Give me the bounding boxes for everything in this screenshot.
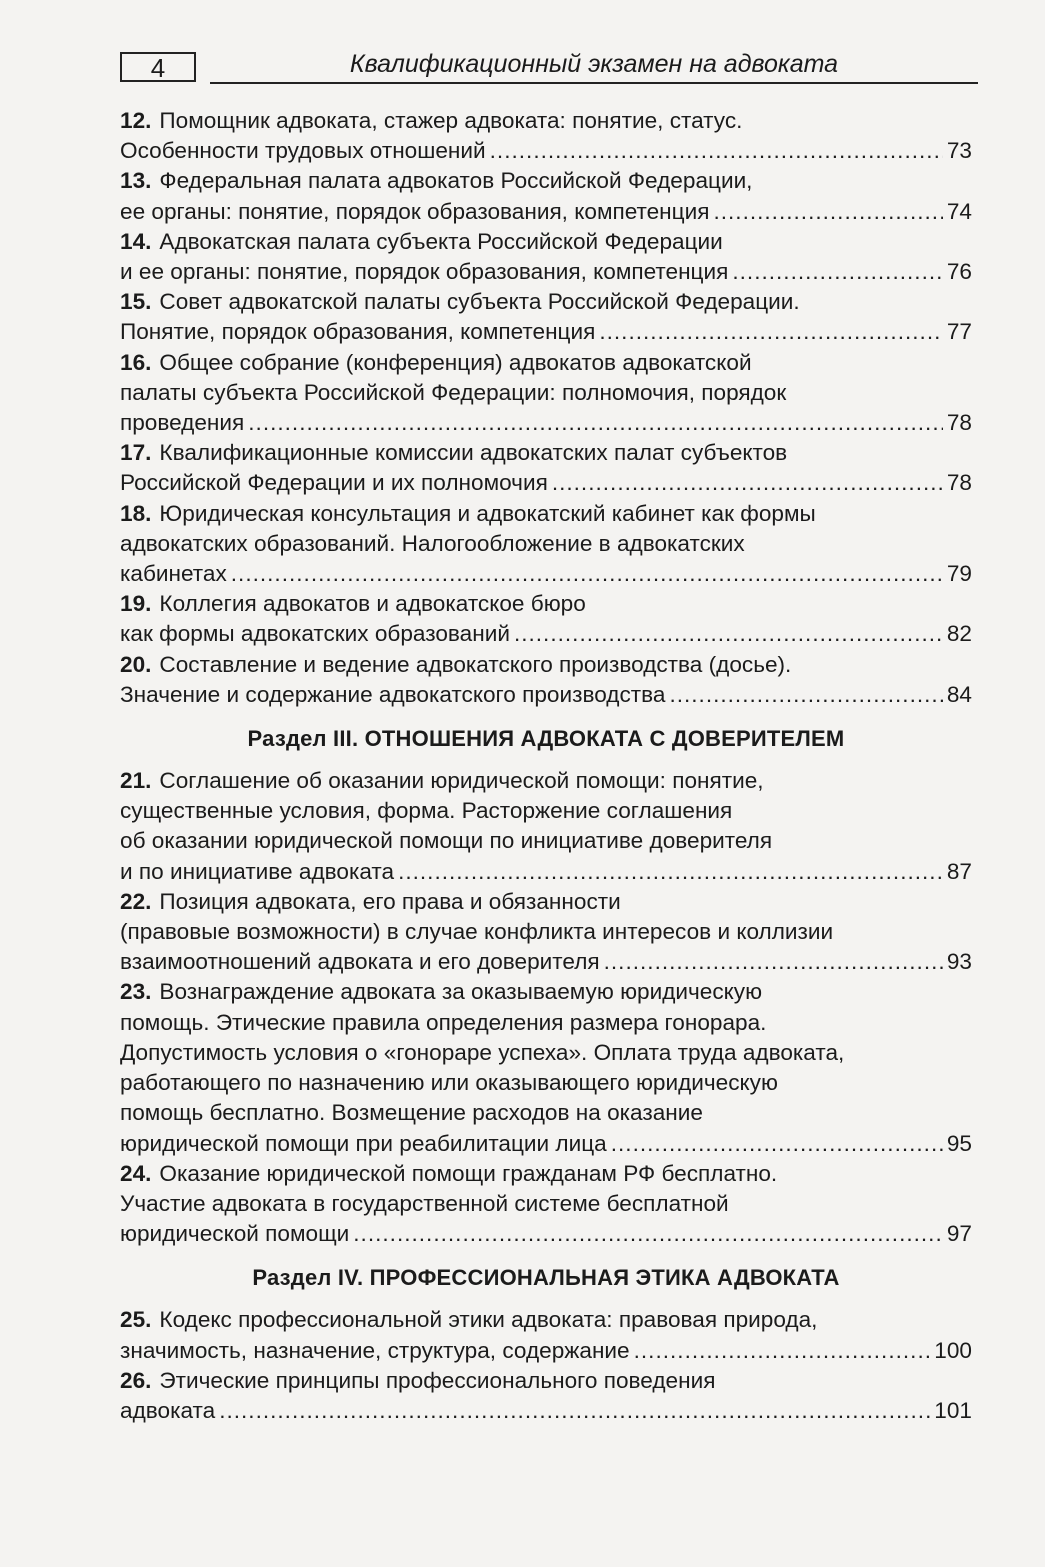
toc-entry-number: 24.: [120, 1160, 152, 1186]
toc-entry-text: Этические принципы профессионального поведения: [159, 1367, 716, 1393]
dot-leader: [353, 1219, 943, 1249]
toc-entry-text: ее органы: понятие, порядок образования, компетенция: [120, 198, 710, 224]
toc-entry[interactable]: [120, 1305, 972, 1365]
toc-entry-text: Значение и содержание адвокатского производства: [120, 681, 666, 707]
toc-entry-text: юридической помощи: [120, 1221, 350, 1247]
toc-entry-text: Особенности трудовых отношений: [120, 138, 486, 164]
toc-entry-number: 13.: [120, 168, 152, 194]
toc-entry-text: Оказание юридической помощи гражданам РФ бесплатно.: [159, 1160, 778, 1186]
toc-page-number: 101: [934, 1397, 972, 1423]
toc-entry-text: Юридическая консультация и адвокатский кабинет как формы: [159, 500, 816, 526]
toc-page-number: 74: [946, 198, 972, 224]
toc-entry-number: 25.: [120, 1307, 152, 1333]
dot-leader: [604, 947, 943, 977]
toc-entry-text: Помощник адвоката, стажер адвоката: понятие, статус.: [159, 108, 743, 133]
toc-entry-text: Коллегия адвокатов и адвокатское бюро: [159, 591, 586, 617]
toc-page-number: 95: [946, 1130, 972, 1156]
toc-entry-text: Вознаграждение адвоката за оказываемую юридическую: [159, 979, 763, 1005]
toc-entry[interactable]: [120, 499, 972, 590]
toc-page-number: 78: [946, 470, 972, 496]
toc-entry[interactable]: [120, 650, 972, 710]
toc-entry-text: помощь бесплатно. Возмещение расходов на оказание: [120, 1100, 703, 1126]
toc-entry[interactable]: [120, 1159, 972, 1250]
toc-entry-text: Общее собрание (конференция) адвокатов адвокатской: [159, 349, 752, 375]
dot-leader: [490, 136, 943, 166]
toc-page-number: 78: [946, 410, 972, 436]
dot-leader: [611, 1129, 943, 1159]
toc-entry-text: Соглашение об оказании юридической помощи: понятие,: [159, 768, 764, 794]
toc-entry-text: Кодекс профессиональной этики адвоката: правовая природа,: [159, 1307, 818, 1333]
toc-entry-number: 21.: [120, 768, 152, 794]
toc-entry-number: 12.: [120, 108, 152, 133]
toc-entry-text: юридической помощи при реабилитации лица: [120, 1130, 607, 1156]
toc-entry-text: адвоката: [120, 1397, 216, 1423]
toc-entry-text: Адвокатская палата субъекта Российской Федерации: [159, 228, 723, 254]
toc-entry-number: 18.: [120, 500, 152, 526]
toc-entry-text: Допустимость условия о «гонораре успеха». Оплата труда адвоката,: [120, 1039, 845, 1065]
toc-entry-text: взаимоотношений адвоката и его доверителя: [120, 949, 600, 975]
toc-entry-text: Российской Федерации и их полномочия: [120, 470, 548, 496]
toc-entry-text: адвокатских образований. Налогообложение в адвокатских: [120, 530, 745, 556]
toc-entry-number: 15.: [120, 289, 152, 315]
toc-entry-number: 23.: [120, 979, 152, 1005]
toc-entry-number: 22.: [120, 888, 152, 914]
toc-entry-text: Позиция адвоката, его права и обязанности: [159, 888, 621, 914]
toc-entry-text: Совет адвокатской палаты субъекта Российской Федерации.: [159, 289, 800, 315]
toc-entry[interactable]: [120, 887, 972, 978]
toc-page-number: 82: [946, 621, 972, 647]
toc-entry-text: Понятие, порядок образования, компетенция: [120, 319, 596, 345]
dot-leader: [732, 257, 943, 287]
toc-entry-text: об оказании юридической помощи по инициативе доверителя: [120, 828, 773, 854]
toc-entry-number: 16.: [120, 349, 152, 375]
section-heading: Раздел III. ОТНОШЕНИЯ АДВОКАТА С ДОВЕРИТЕЛЕМ: [247, 726, 845, 752]
toc-entry-text: (правовые возможности) в случае конфликта интересов и коллизии: [120, 919, 834, 945]
table-of-contents: [120, 106, 972, 1426]
dot-leader: [599, 317, 943, 347]
toc-page-number: 79: [946, 561, 972, 587]
toc-entry-number: 17.: [120, 440, 152, 466]
toc-page-number: 84: [946, 681, 972, 707]
toc-entry-text: проведения: [120, 410, 245, 436]
toc-page-number: 100: [934, 1337, 972, 1363]
toc-entry[interactable]: [120, 1366, 972, 1426]
toc-entry[interactable]: [120, 766, 972, 887]
dot-leader: [514, 619, 943, 649]
section-heading: Раздел IV. ПРОФЕССИОНАЛЬНАЯ ЭТИКА АДВОКАТА: [252, 1265, 840, 1291]
toc-entry[interactable]: [120, 227, 972, 287]
dot-leader: [634, 1336, 931, 1366]
toc-page-number: 77: [946, 319, 972, 345]
dot-leader: [248, 408, 943, 438]
toc-entry-text: как формы адвокатских образований: [120, 621, 510, 647]
toc-entry[interactable]: [120, 106, 972, 166]
toc-entry-text: значимость, назначение, структура, содержание: [120, 1337, 630, 1363]
toc-entry[interactable]: [120, 589, 972, 649]
toc-page-number: 93: [946, 949, 972, 975]
toc-page-number: 87: [946, 858, 972, 884]
toc-entry[interactable]: [120, 348, 972, 439]
page-number: 4: [120, 52, 196, 82]
toc-page-number: 76: [946, 259, 972, 285]
toc-entry-number: 26.: [120, 1367, 152, 1393]
toc-entry-text: Федеральная палата адвокатов Российской Федерации,: [159, 168, 753, 194]
running-title: Квалификационный экзамен на адвоката: [210, 48, 978, 84]
page-header: [120, 48, 978, 86]
toc-entry-text: помощь. Этические правила определения размера гонорара.: [120, 1009, 767, 1035]
toc-entry-text: и ее органы: понятие, порядок образования, компетенция: [120, 259, 729, 285]
toc-entry-text: работающего по назначению или оказывающего юридическую: [120, 1070, 778, 1096]
toc-entry-text: существенные условия, форма. Расторжение соглашения: [120, 798, 733, 824]
toc-entry-text: палаты субъекта Российской Федерации: полномочия, порядок: [120, 379, 787, 405]
toc-entry-number: 19.: [120, 591, 152, 617]
toc-entry-text: Участие адвоката в государственной системе бесплатной: [120, 1190, 729, 1216]
toc-page-number: 73: [946, 138, 972, 164]
toc-entry-text: Составление и ведение адвокатского производства (досье).: [159, 651, 792, 677]
toc-entry-text: Квалификационные комиссии адвокатских палат субъектов: [159, 440, 788, 466]
dot-leader: [231, 559, 943, 589]
toc-entry-number: 20.: [120, 651, 152, 677]
dot-leader: [669, 680, 942, 710]
toc-entry[interactable]: [120, 166, 972, 226]
toc-entry-text: кабинетах: [120, 561, 227, 587]
toc-entry[interactable]: [120, 977, 972, 1158]
toc-entry[interactable]: [120, 438, 972, 498]
toc-page-number: 97: [946, 1221, 972, 1247]
dot-leader: [398, 857, 943, 887]
dot-leader: [219, 1396, 930, 1426]
dot-leader: [713, 197, 942, 227]
toc-entry-number: 14.: [120, 228, 152, 254]
dot-leader: [552, 468, 943, 498]
toc-entry-text: и по инициативе адвоката: [120, 858, 395, 884]
toc-entry[interactable]: [120, 287, 972, 347]
